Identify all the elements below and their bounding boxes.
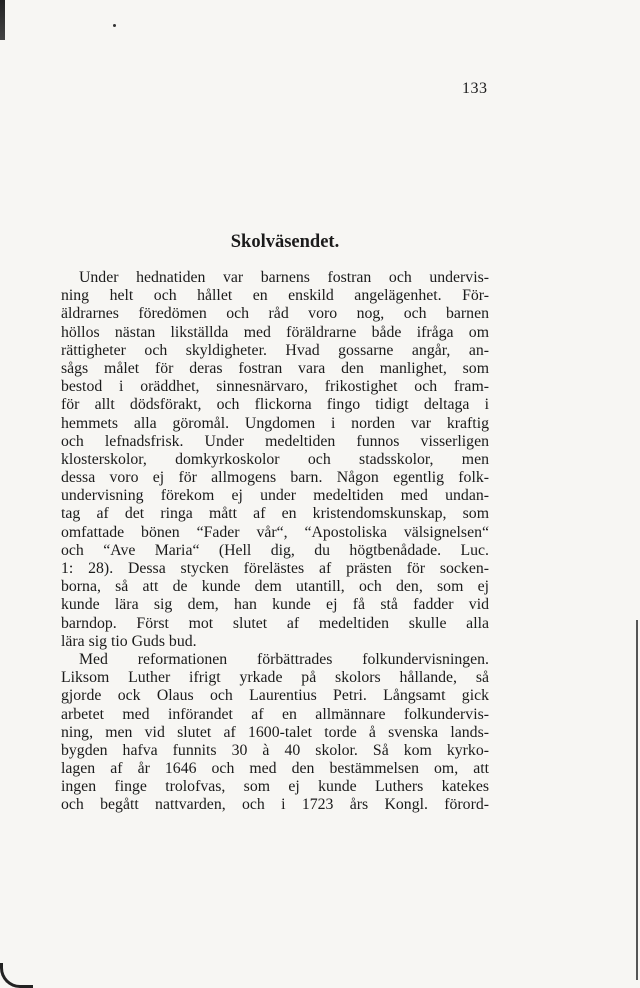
text-line: och “Ave Maria“ (Hell dig, du högtbenådade. Luc. [61, 541, 489, 559]
text-line: lagen af år 1646 och med den bestämmelsen om, att [61, 760, 489, 778]
text-line: undervisning förekom ej under medeltiden med undan- [61, 487, 489, 505]
text-line: lära sig tio Guds bud. [61, 632, 197, 650]
text-line: kunde lära sig dem, han kunde ej få stå fadder vid [61, 596, 489, 614]
text-line: äldrarnes föredömen och råd voro nog, och barnen [61, 305, 489, 323]
page-corner-shadow [0, 963, 33, 988]
text-line: bestod i oräddhet, sinnesnärvaro, frikostighet och fram- [61, 378, 489, 396]
text-line: ning, men vid slutet af 1600-talet torde å svenska lands- [61, 723, 489, 741]
text-line: Med reformationen förbättrades folkundervisningen. [79, 650, 489, 668]
text-line: tag af det ringa mått af en kristendomskunskap, som [61, 505, 489, 523]
text-line: rättigheter och skyldigheter. Hvad gossarne angår, an- [61, 341, 489, 359]
text-line: ning helt och hållet en enskild angelägenhet. För- [61, 287, 489, 305]
text-line: och lefnadsfrisk. Under medeltiden funnos visserligen [61, 432, 489, 450]
text-line: 1: 28). Dessa stycken förelästes af prästen för socken- [61, 560, 489, 577]
text-line: bygden hafva funnits 30 à 40 skolor. Så kom kyrko- [61, 741, 489, 759]
text-line: borna, så att de kunde dem utantill, och den, som ej [61, 578, 489, 596]
text-line: gjorde ock Olaus och Laurentius Petri. Långsamt gick [61, 687, 489, 705]
text-line: ingen finge trolofvas, som ej kunde Luthers katekes [61, 778, 489, 796]
text-line: för allt dödsförakt, och flickorna fingo tidigt deltaga i [61, 396, 489, 414]
text-line: arbetet med införandet af en allmännare folkundervis- [61, 705, 489, 723]
text-line: omfattade bönen “Fader vår“, “Apostoliska välsignelsen“ [61, 523, 489, 541]
text-line: dessa voro ej för allmogens barn. Någon egentlig folk- [61, 469, 489, 487]
page-edge-shadow [0, 0, 5, 40]
text-line: klosterskolor, domkyrkoskolor och stadsskolor, men [61, 450, 489, 468]
text-line: sågs målet för deras fostran vara den manlighet, som [61, 359, 489, 377]
text-line: och begått nattvarden, och i 1723 års Kongl. förord- [61, 796, 489, 814]
text-line: Liksom Luther ifrigt yrkade på skolors hållande, så [61, 669, 489, 687]
body-text [61, 269, 489, 815]
page-number: 133 [462, 80, 488, 97]
speck [113, 24, 116, 27]
text-line: Under hednatiden var barnens fostran och undervis- [79, 269, 489, 286]
page-edge-line [636, 620, 638, 980]
text-line: barndop. Först mot slutet af medeltiden skulle alla [61, 614, 489, 632]
text-line: höllos nästan likställda med föräldrarne både ifråga om [61, 323, 489, 341]
text-line: hemmets alla göromål. Ungdomen i norden var kraftig [61, 414, 489, 432]
section-heading: Skolväsendet. [230, 232, 340, 252]
